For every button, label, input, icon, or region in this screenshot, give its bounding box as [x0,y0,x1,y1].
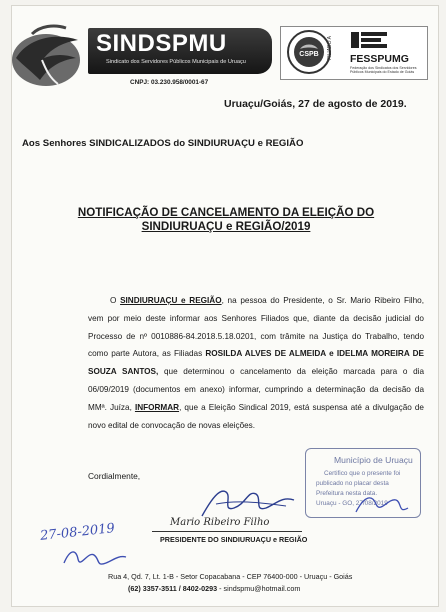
signer-title: PRESIDENTE DO SINDIURUAÇU e REGIÃO [160,535,308,544]
handwritten-initials-icon [60,545,130,571]
fesspumg-subtitle: Federação dos Sindicatos dos Servidores Públicos Municipais do Estado de Goiás [350,66,417,74]
stamp-line2: publicado no placar desta [316,480,389,487]
fesspumg-name: FESSPUMG [350,53,409,65]
notice-title-line1: NOTIFICAÇÃO DE CANCELAMENTO DA ELEIÇÃO DO [77,206,375,219]
cspb-label: CSPB [299,51,319,58]
sindspmu-bird-logo-icon [6,14,98,96]
footer-address: Rua 4, Qd. 7, Lt. 1-B - Setor Copacabana - CEP 76400-000 - Uruaçu - Goiás [108,572,353,581]
notice-title-line2: SINDIURUAÇU e REGIÃO/2019 [141,220,311,233]
informar-word: INFORMAR [134,402,180,412]
plaintiff-names: ROSILDA ALVES DE ALMEIDA e IDELMA MOREIRA DE SOUZA SANTOS, [88,349,424,377]
recipient-line: Aos Senhores SINDICALIZADOS do SINDIURUAÇU e REGIÃO [22,138,304,149]
cspb-logo-icon [286,29,332,75]
footer-email: - sindspmu@hotmail.com [217,584,301,593]
closing-text: Cordialmente, [88,471,141,481]
body-part3: que determinou o cancelamento da eleição marcada para o dia 06/09/2019 (documentos em anexo) informar, cumprindo a determinação da decisão da MMª. Juíza, [88,367,424,412]
footer-phones: (62) 3357-3511 / 8402-0293 [128,584,218,593]
cnpj-text: CNPJ: 03.230.958/0001-67 [130,79,209,86]
body-part2: , na pessoa do Presidente, o Sr. Mario Ribeiro Filho, vem por meio deste informar aos Senhores Filiados que, diante da decisão judicial do Processo de nº 0010886-84.2018.5.18.0201, com trâmite na Justiça do Trabalho, tendo como parte Autora, as Filiadas [88,296,425,359]
org-name: SINDIURUAÇU e REGIÃO [120,296,222,305]
handwritten-date: 27-08-2019 [39,521,116,544]
signature-line [152,531,302,532]
brand-name: SINDSPMU [96,30,227,57]
stamp-title: Município de Uruaçu [334,455,413,465]
body-part1: O [110,296,117,305]
notice-title [56,206,396,234]
notice-body [88,292,424,434]
filiado-label: FILIADO A [327,36,333,60]
body-part4: , que a Eleição Sindical 2019, está suspensa até a divulgação de novo edital de convocação de novas eleições. [88,402,424,430]
signer-name-script: Mario Ribeiro Filho [170,517,270,528]
stamp-line3: Prefeitura nesta data. [316,490,378,497]
stamp-line4: Uruaçu - GO, 27/08/2019 [316,500,388,507]
footer-contact [128,584,300,593]
date-line: Uruaçu/Goiás, 27 de agosto de 2019. [224,98,407,110]
stamp-line1: Certifico que o presente foi [324,470,401,477]
fesspumg-logo-icon [349,30,389,50]
stamp-signature-icon [352,488,412,522]
brand-subtitle: Sindicato dos Servidores Públicos Municipais de Uruaçu [106,59,246,65]
